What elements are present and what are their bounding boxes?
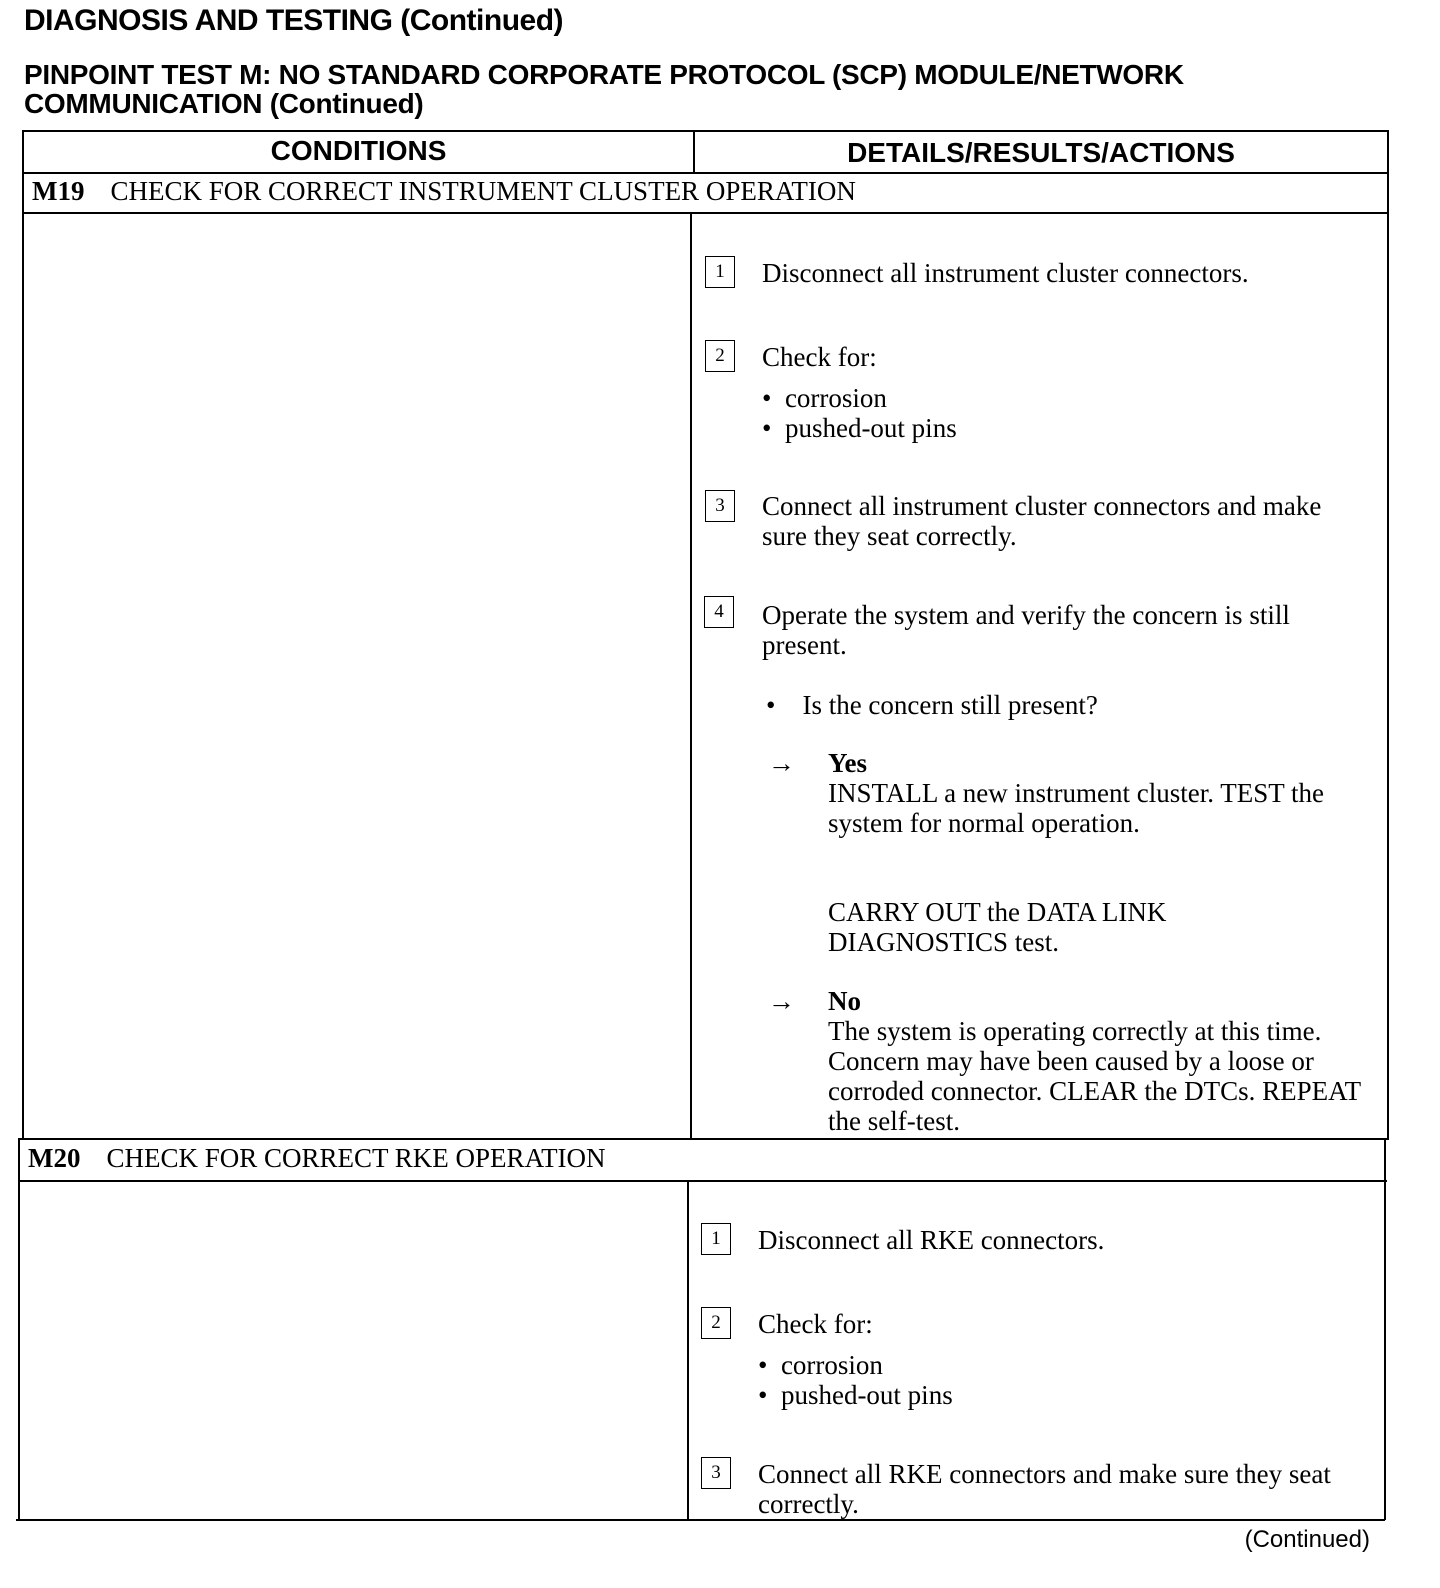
- step-number-box: 2: [705, 340, 735, 372]
- bullet-text: pushed-out pins: [784, 413, 957, 443]
- step-number-box: 2: [701, 1307, 731, 1339]
- subtitle-line-2: COMMUNICATION (Continued): [24, 88, 424, 119]
- question-text: Is the concern still present?: [802, 690, 1098, 720]
- arrow-right-icon: →: [768, 748, 795, 778]
- question: • Is the concern still present?: [766, 690, 1098, 720]
- bullet-item: • pushed-out pins: [758, 1380, 953, 1410]
- step-number-box: 1: [705, 256, 735, 288]
- bullet-text: corrosion: [780, 1350, 883, 1380]
- subtitle-line-1: PINPOINT TEST M: NO STANDARD CORPORATE PROTOCOL (SCP) MODULE/NETWORK: [24, 59, 1184, 90]
- yes-action-2: CARRY OUT the DATA LINK DIAGNOSTICS test.: [828, 897, 1167, 957]
- section-header-m19: [32, 176, 856, 207]
- arrow-right-icon: →: [768, 986, 795, 1016]
- step-number-box: 3: [701, 1457, 731, 1489]
- step-id: M19: [32, 176, 85, 206]
- step-number-box: 1: [701, 1223, 731, 1255]
- page-title: DIAGNOSIS AND TESTING (Continued): [24, 4, 564, 37]
- no-action: The system is operating correctly at this time. Concern may have been caused by a loose or corroded connector. CLEAR the DTCs. REPEAT the self-test.: [828, 1016, 1361, 1136]
- section-title: CHECK FOR CORRECT INSTRUMENT CLUSTER OPERATION: [110, 176, 856, 206]
- step-text: Check for:: [762, 342, 877, 372]
- step-text: Connect all RKE connectors and make sure they seat correctly.: [758, 1459, 1331, 1519]
- step-text: Check for:: [758, 1309, 873, 1339]
- section-title: CHECK FOR CORRECT RKE OPERATION: [106, 1143, 606, 1173]
- pinpoint-test-title: [24, 60, 1404, 118]
- continued-footer: (Continued): [1244, 1526, 1370, 1553]
- step-text: Operate the system and verify the concern is still present.: [762, 600, 1290, 660]
- step-text: Disconnect all instrument cluster connectors.: [762, 258, 1249, 288]
- step-text: Connect all instrument cluster connectors and make sure they seat correctly.: [762, 491, 1322, 551]
- bullet-item: • pushed-out pins: [762, 413, 957, 443]
- bullet-item: • corrosion: [758, 1350, 883, 1380]
- step-text: Disconnect all RKE connectors.: [758, 1225, 1105, 1255]
- yes-label: Yes: [828, 748, 867, 778]
- section-header-m20: [28, 1143, 606, 1174]
- bullet-text: pushed-out pins: [780, 1380, 953, 1410]
- step-number-box: 4: [704, 596, 734, 628]
- column-header-conditions: CONDITIONS: [270, 135, 447, 166]
- yes-action: INSTALL a new instrument cluster. TEST the system for normal operation.: [828, 778, 1325, 838]
- bullet-item: • corrosion: [762, 383, 887, 413]
- step-id: M20: [28, 1143, 81, 1173]
- bullet-text: corrosion: [784, 383, 887, 413]
- column-header-details: DETAILS/RESULTS/ACTIONS: [847, 137, 1235, 168]
- step-number-box: 3: [705, 490, 735, 522]
- no-label: No: [828, 986, 861, 1016]
